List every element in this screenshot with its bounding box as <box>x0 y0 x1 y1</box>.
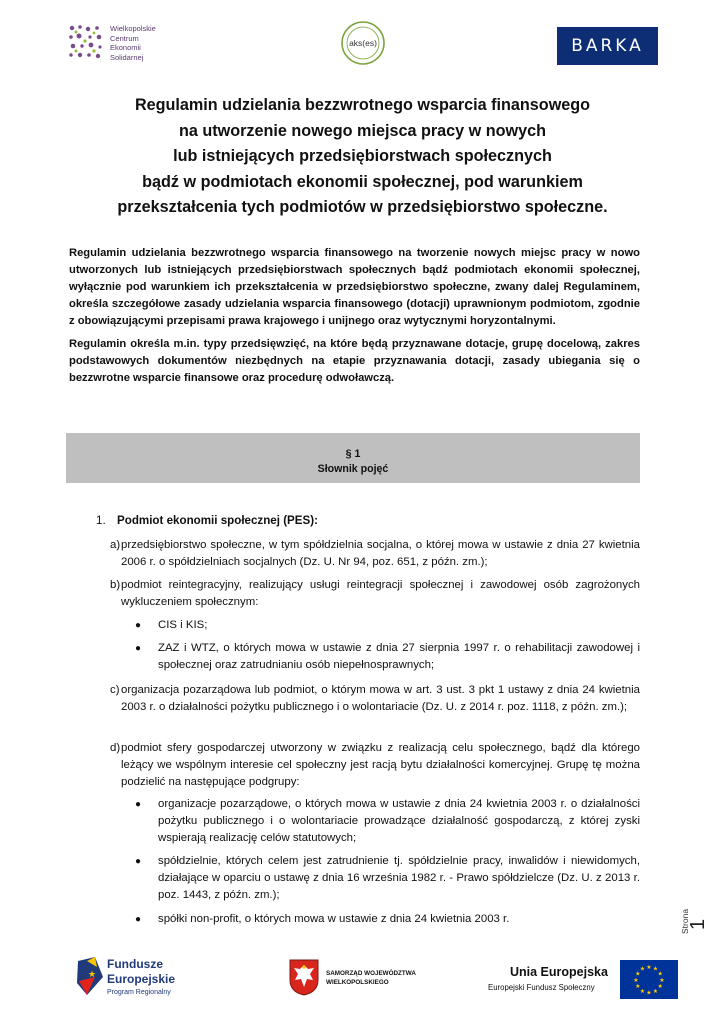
definition-item-1 <box>96 514 318 527</box>
sub-item-text: podmiot sfery gospodarczej utworzony w związku z realizacją celu społecznego, bądź dla którego leżący we wspólnym interesie cel społeczny jest racją bytu działalności komercyjnej. Grupę tę można podzielić na następujące podgrupy: <box>121 742 640 789</box>
akses-logo <box>340 20 386 66</box>
intro-paragraph: Regulamin udzielania bezzwrotnego wsparcia finansowego na tworzenie nowych miejsc pracy w nowo utworzonych lub istniejących przedsiębiorstwach społecznych bądź podmiotach ekonomii społecznej, wyłącznie pod warunkiem ich przekształcenia w przedsiębiorstwo społeczne, zwany dalej Regulaminem, określa szczegółowe zasady udzielania wsparcia finansowego (dotacji) uprawnionym podmiotom, zgodnie z obowiązującymi przepisami prawa krajowego i unijnego oraz wytycznymi horyzontalnymi. <box>69 247 640 327</box>
sub-item-c <box>96 682 640 716</box>
intro-paragraph: Regulamin określa m.in. typy przedsięwzięć, na które będą przyznawane dotacje, grupę docelową, zakres podstawowych dokumentów niezbędnych na etapie przyznawania dotacji, zasady ubiegania się o bezzwrotne wsparcie finansowe oraz procedurę odwoławczą. <box>69 338 640 384</box>
wces-logo-line: Centrum <box>110 33 139 43</box>
bullet-item <box>121 617 640 634</box>
bullet-item <box>121 796 640 848</box>
sub-item-text: przedsiębiorstwo społeczne, w tym spółdzielnia socjalna, o której mowa w ustawie z dnia 27 kwietnia 2006 r. o spółdzielniach socjalnych (Dz. U. Nr 94, poz. 651, z późn. zm.); <box>121 539 640 569</box>
swl-logo <box>288 958 428 998</box>
barka-logo: BARKA <box>557 27 658 65</box>
wces-logo-line: Solidarnej <box>110 52 144 62</box>
wces-mark-icon <box>66 22 106 62</box>
wces-logo <box>66 22 156 66</box>
svg-text:★: ★ <box>646 964 652 971</box>
title-line: bądź w podmiotach ekonomii społecznej, pod warunkiem <box>142 172 583 191</box>
swl-logo-line: SAMORZĄD WOJEWÓDZTWA <box>326 970 416 977</box>
eu-logo-subtitle: Europejski Fundusz Społeczny <box>488 983 595 992</box>
fe-logo-line: Program Regionalny <box>107 989 171 996</box>
svg-text:★: ★ <box>657 970 663 978</box>
svg-text:★: ★ <box>639 987 646 995</box>
item-title: Podmiot ekonomii społecznej (PES): <box>117 514 318 527</box>
fe-logo-line: Europejskie <box>107 972 176 986</box>
bullet-item <box>121 911 640 928</box>
bullet-icon: ● <box>135 643 142 654</box>
bullet-text: spółki non-profit, o których mowa w ustawie z dnia 24 kwietnia 2003 r. <box>158 913 510 925</box>
eu-flag-icon <box>620 960 678 999</box>
wces-logo-line: Wielkopolskie <box>110 24 156 33</box>
svg-text:★: ★ <box>646 989 652 997</box>
svg-text:★: ★ <box>657 983 663 991</box>
section-number: § 1 <box>345 448 361 460</box>
sub-item-text: podmiot reintegracyjny, realizujący usługi reintegracji społecznej i zawodowej osób zagrożonych wykluczeniem społecznym: <box>121 579 640 609</box>
svg-text:★: ★ <box>639 965 646 973</box>
svg-text:★: ★ <box>652 987 659 995</box>
sub-item-marker: d) <box>110 742 121 754</box>
title-line: na utworzenie nowego miejsca pracy w nowych <box>178 121 546 140</box>
sub-item-a <box>96 537 640 571</box>
wces-logo-line: Ekonomii <box>110 43 141 53</box>
page-label-text: Strona <box>680 908 690 934</box>
fe-logo-line: Fundusze <box>107 957 163 971</box>
sub-item-marker: a) <box>110 539 121 551</box>
sub-item-b <box>96 577 640 611</box>
bullet-icon: ● <box>135 914 142 925</box>
section-name: Słownik pojęć <box>317 463 389 475</box>
fe-logo <box>75 955 215 1003</box>
bullet-text: organizacje pozarządowe, o których mowa w ustawie z dnia 24 kwietnia 2003 r. o działalności pożytku publicznego i o wolontariacie prowadzące działalność gospodarczą, z której zyski wspierają realizację celów statutowych; <box>158 798 640 845</box>
bullet-icon: ● <box>135 799 142 810</box>
akses-logo-text: aks(es) <box>349 38 377 48</box>
section-banner <box>66 433 640 483</box>
eu-logo-title: Unia Europejska <box>510 965 608 979</box>
intro-section <box>69 245 640 393</box>
title-line: Regulamin udzielania bezzwrotnego wsparcia finansowego <box>134 96 591 114</box>
fe-logo-icon <box>75 955 109 999</box>
page-number <box>664 900 712 936</box>
bullet-text: CIS i KIS; <box>158 619 208 631</box>
bullet-text: spółdzielnie, których celem jest zatrudnienie tj. spółdzielnie pracy, inwalidów i niewidomych, działające w oparciu o ustawę z dnia 16 września 1982 r. - Prawo spółdzielcze (Dz. U. z 2013 r. poz. 1443, z późn. zm.); <box>158 855 640 902</box>
sub-item-marker: c) <box>110 684 120 696</box>
title-line: lub istniejących przedsiębiorstwach społecznych <box>173 147 552 166</box>
svg-text:★: ★ <box>633 976 639 984</box>
bullet-item <box>121 853 640 905</box>
page-number-text: 1 <box>687 918 709 930</box>
item-number: 1. <box>96 514 106 527</box>
bullet-text: ZAZ i WTZ, o których mowa w ustawie z dnia 27 sierpnia 1997 r. o rehabilitacji zawodowej i społecznej oraz zatrudnianiu osób niepełnosprawnych; <box>158 642 640 672</box>
sub-item-text: organizacja pozarządowa lub podmiot, o którym mowa w art. 3 ust. 3 pkt 1 ustawy z dnia 24 kwietnia 2003 r. o działalności pożytku publicznego i o wolontariacie (Dz. U. z 2014 r. poz. 1118, z późn. zm.); <box>121 684 640 714</box>
svg-text:★: ★ <box>87 969 97 979</box>
svg-text:★: ★ <box>635 970 641 978</box>
svg-text:★: ★ <box>635 983 641 991</box>
bullet-icon: ● <box>135 620 142 631</box>
bullet-icon: ● <box>135 856 142 867</box>
bullet-item <box>121 640 640 674</box>
sub-item-marker: b) <box>110 579 121 591</box>
svg-text:★: ★ <box>659 976 665 984</box>
sub-item-d <box>96 740 640 792</box>
title-line: przekształcenia tych podmiotów w przedsiębiorstwo społeczne. <box>117 198 608 217</box>
svg-text:★: ★ <box>652 965 659 973</box>
document-title <box>60 93 665 221</box>
eagle-crest-icon <box>288 958 320 996</box>
swl-logo-line: WIELKOPOLSKIEGO <box>326 979 389 986</box>
